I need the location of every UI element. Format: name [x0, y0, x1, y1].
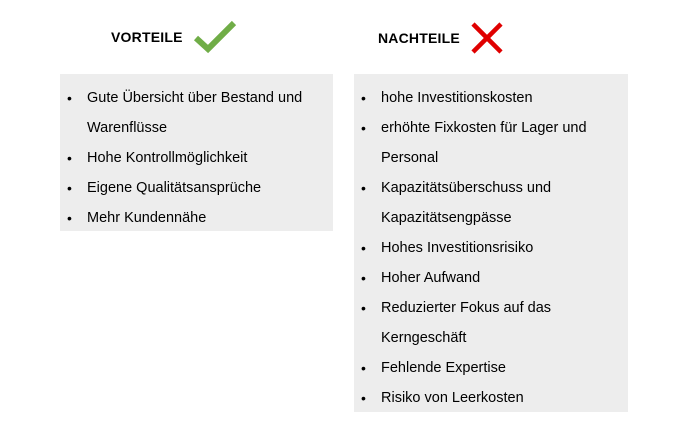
- list-item-text: Risiko von Leerkosten: [381, 390, 524, 406]
- list-item: [60, 173, 333, 203]
- list-item: [60, 143, 333, 173]
- vorteile-title: VORTEILE: [111, 29, 183, 45]
- nachteile-title: NACHTEILE: [378, 30, 460, 46]
- list-item-text: hohe Investitionskosten: [381, 90, 533, 106]
- list-item: [354, 263, 628, 293]
- list-item-text: Reduzierter Fokus auf das Kerngeschäft: [381, 300, 552, 346]
- bullet: •: [361, 120, 366, 136]
- bullet: •: [361, 240, 366, 256]
- list-item: [354, 293, 628, 353]
- vorteile-list: [60, 83, 333, 233]
- list-item: [60, 203, 333, 233]
- list-item: [354, 383, 628, 413]
- list-item: [354, 113, 628, 173]
- nachteile-list: [354, 83, 628, 413]
- list-item-text: Kapazitätsüberschuss und Kapazitätsengpässe: [381, 180, 552, 226]
- bullet: •: [361, 180, 366, 196]
- nachteile-heading: [378, 22, 504, 54]
- check-icon: [193, 20, 237, 54]
- list-item-text: erhöhte Fixkosten für Lager und Personal: [381, 120, 587, 166]
- bullet: •: [67, 180, 72, 196]
- bullet: •: [361, 360, 366, 376]
- list-item: [60, 83, 333, 143]
- list-item: [354, 83, 628, 113]
- bullet: •: [67, 210, 72, 226]
- bullet: •: [67, 150, 72, 166]
- bullet: •: [361, 390, 366, 406]
- vorteile-panel: [60, 74, 333, 231]
- nachteile-panel: [354, 74, 628, 412]
- list-item: [354, 353, 628, 383]
- bullet: •: [67, 90, 72, 106]
- list-item-text: Fehlende Expertise: [381, 360, 506, 376]
- list-item-text: Eigene Qualitätsansprüche: [87, 180, 262, 196]
- bullet: •: [361, 270, 366, 286]
- bullet: •: [361, 300, 366, 316]
- list-item: [354, 233, 628, 263]
- list-item-text: Hohes Investitionsrisiko: [381, 240, 534, 256]
- list-item-text: Hoher Aufwand: [381, 270, 481, 286]
- bullet: •: [361, 90, 366, 106]
- cross-icon: [470, 22, 504, 54]
- list-item-text: Hohe Kontrollmöglichkeit: [87, 150, 248, 166]
- list-item-text: Mehr Kundennähe: [87, 210, 207, 226]
- vorteile-heading: [111, 20, 237, 54]
- list-item: [354, 173, 628, 233]
- list-item-text: Gute Übersicht über Bestand und Warenflüsse: [87, 90, 303, 136]
